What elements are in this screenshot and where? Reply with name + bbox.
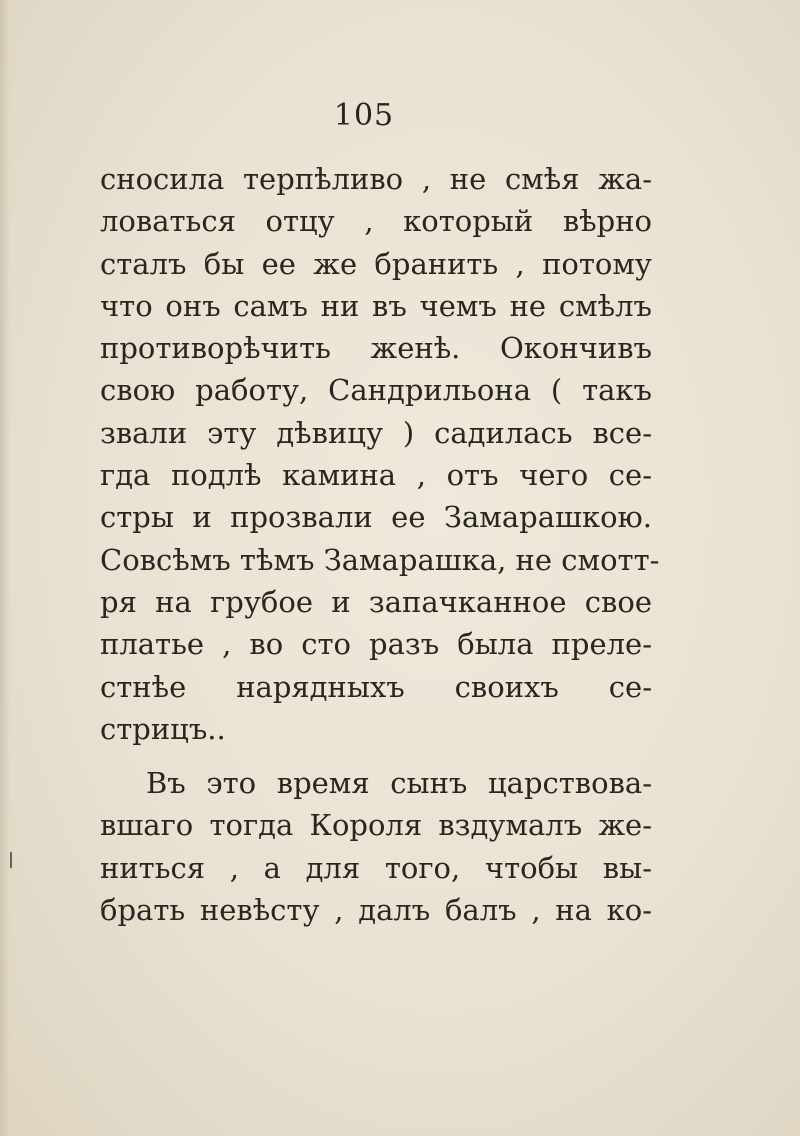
- text-line: гда подлѣ камина , отъ чего се-: [100, 458, 652, 493]
- paragraph-1: [100, 158, 660, 750]
- text-line: свою работу, Сандрильона ( такъ: [100, 373, 652, 408]
- paragraph-2: [100, 762, 652, 931]
- text-line: стнѣе нарядныхъ своихъ се-: [100, 669, 652, 704]
- text-line: платье , во сто разъ была преле-: [100, 627, 652, 662]
- text-line: стрицъ..: [100, 711, 226, 746]
- text-line: Совсѣмъ тѣмъ Замарашка, не смотт-: [100, 542, 660, 577]
- page-left-edge: [0, 0, 10, 1136]
- body-text: [100, 158, 660, 931]
- text-line: Въ это время сынъ царствова-: [146, 766, 652, 801]
- text-line: сносила терпѣливо , не смѣя жа-: [100, 162, 652, 196]
- margin-mark: [10, 852, 12, 868]
- text-line: противорѣчить женѣ. Окончивъ: [100, 331, 652, 366]
- text-line: ловаться отцу , который вѣрно: [100, 204, 652, 239]
- text-line: ря на грубое и запачканное свое: [100, 584, 652, 619]
- page-number: 105: [333, 98, 395, 133]
- text-line: стры и прозвали ее Замарашкою.: [100, 500, 652, 535]
- text-line: сталъ бы ее же бранить , потому: [100, 246, 652, 281]
- text-line: звали эту дѣвицу ) садилась все-: [100, 415, 652, 450]
- text-line: что онъ самъ ни въ чемъ не смѣлъ: [100, 288, 652, 323]
- text-line: ниться , а для того, чтобы вы-: [100, 850, 652, 885]
- text-line: вшаго тогда Короля вздумалъ же-: [100, 808, 652, 843]
- paragraph-gap: [100, 750, 652, 762]
- text-line: брать невѣсту , далъ балъ , на ко-: [100, 893, 652, 928]
